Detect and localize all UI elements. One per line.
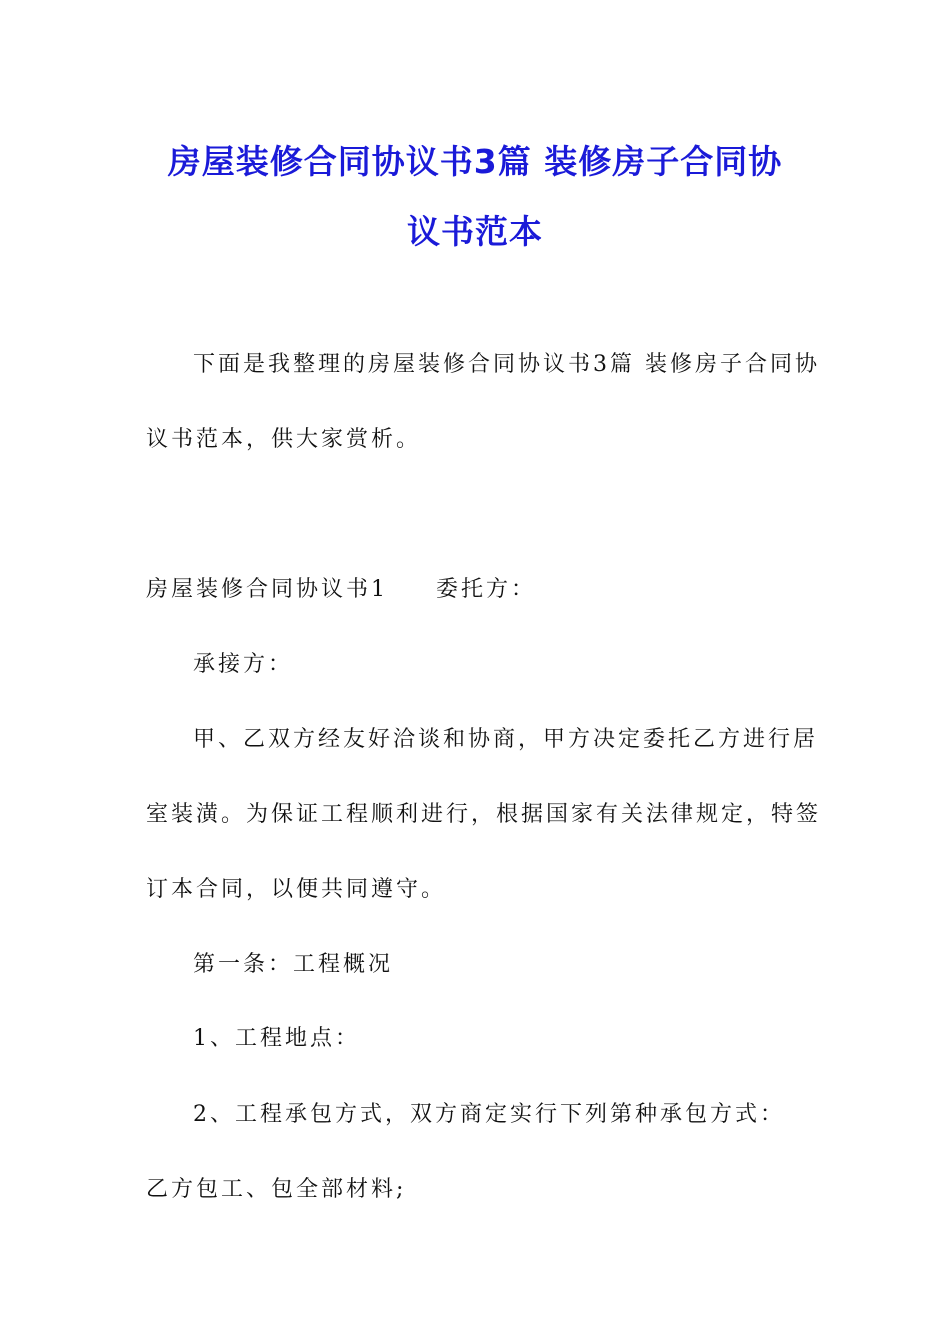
paragraph-1-line-1: 甲、乙双方经友好洽谈和协商，甲方决定委托乙方进行居 (193, 727, 819, 752)
contractor-label: 承接方： (193, 652, 294, 677)
section-heading: 房屋装修合同协议书1 (146, 577, 388, 602)
document-title-line-1: 房屋装修合同协议书3篇 装修房子合同协 (167, 142, 783, 181)
item-2: 2、工程承包方式，双方商定实行下列第种承包方式： (193, 1102, 785, 1127)
section-heading-row (146, 572, 536, 603)
intro-line-1: 下面是我整理的房屋装修合同协议书3篇 装修房子合同协 (193, 352, 820, 377)
paragraph-1-line-2: 室装潢。为保证工程顺利进行，根据国家有关法律规定，特签 (146, 802, 822, 827)
item-1: 1、工程地点： (193, 1026, 360, 1051)
article-1-heading: 第一条：工程概况 (193, 952, 394, 977)
client-label: 委托方： (436, 577, 537, 602)
document-title-line-2: 议书范本 (407, 212, 543, 251)
item-2-option: 乙方包工、包全部材料; (146, 1177, 407, 1202)
intro-line-2: 议书范本，供大家赏析。 (146, 427, 422, 452)
paragraph-1-line-3: 订本合同，以便共同遵守。 (146, 877, 447, 902)
